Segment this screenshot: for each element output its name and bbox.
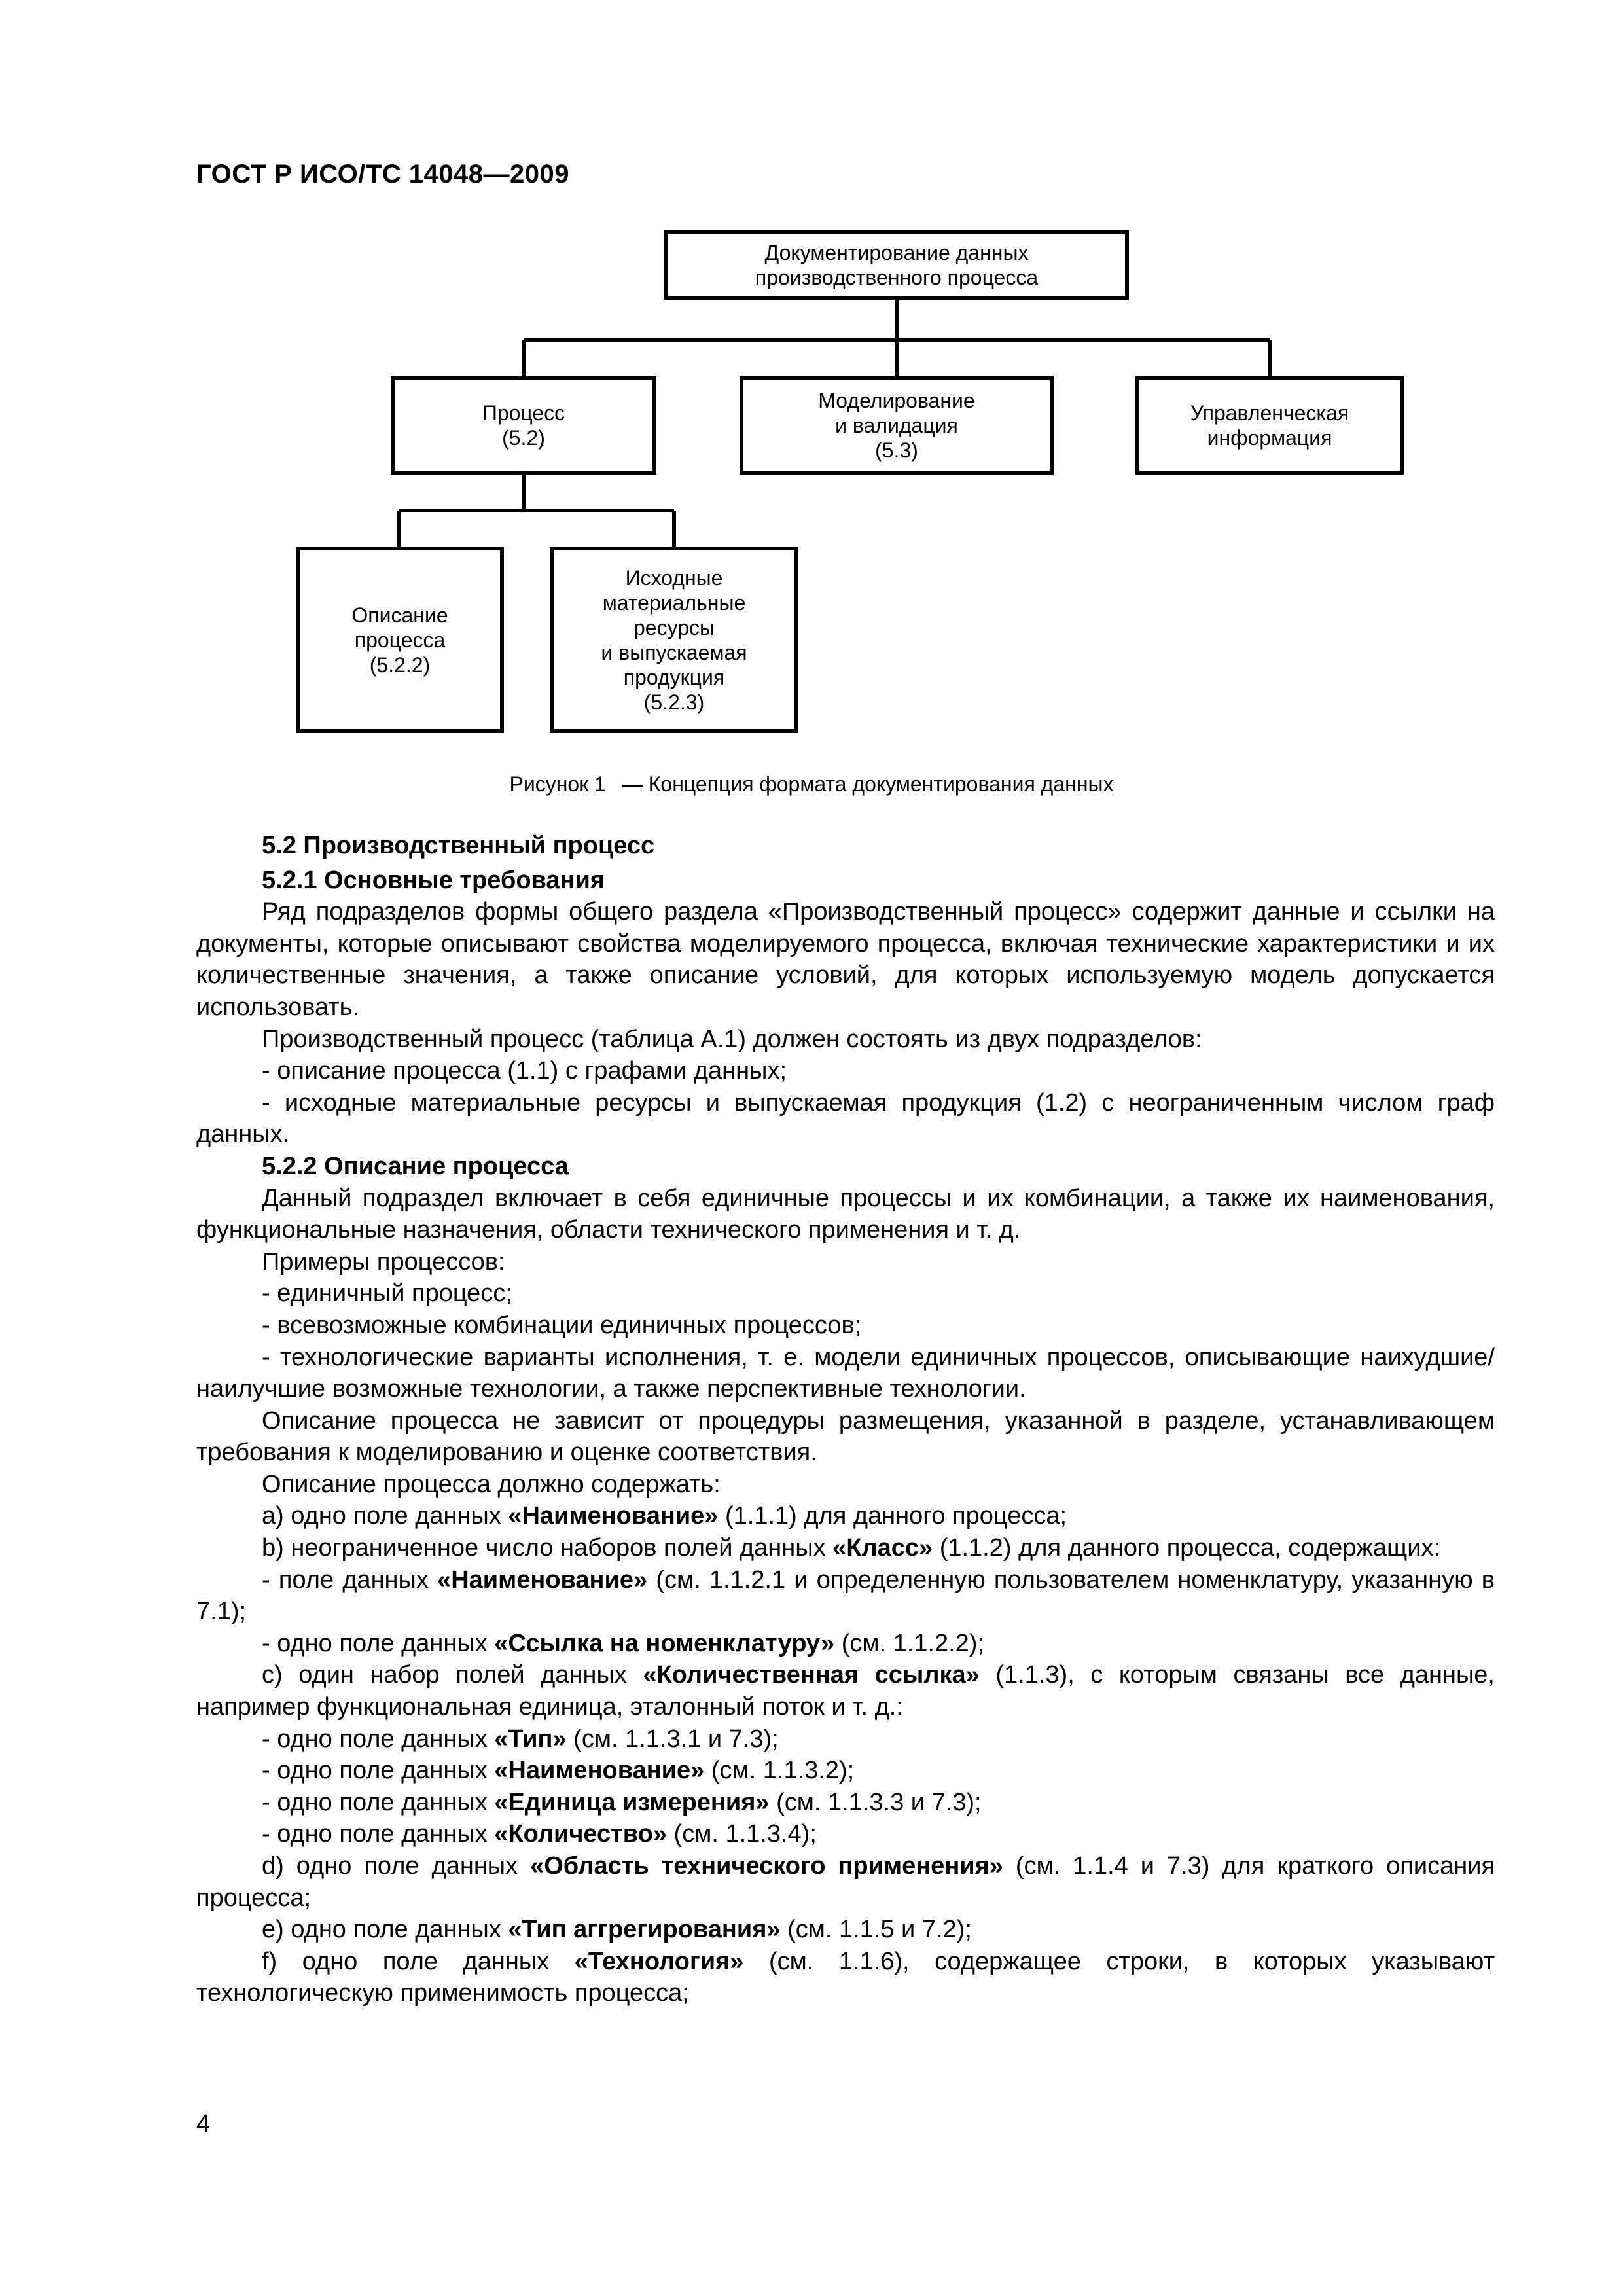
box-management-line-2: информация: [1207, 426, 1332, 450]
list-item-f: f) одно поле данных «Технология» (см. 1.1.6), содержащее строки, в которых указывают технологическую применимость процесса;: [196, 1947, 1495, 2007]
paragraph: Данный подраздел включает в себя единичные процессы и их комбинации, а также их наименования, функциональные назначения, области технического применения и т. д.: [196, 1184, 1495, 1244]
page-number: 4: [196, 2110, 211, 2138]
paragraph: Описание процесса должно содержать:: [262, 1470, 721, 1498]
list-item: - описание процесса (1.1) с графами данных;: [262, 1057, 787, 1085]
paragraph: Ряд подразделов формы общего раздела «Производственный процесс» содержит данные и ссылки на документы, которые описывают свойства моделируемого процесса, включая технические характеристики и их количественные значения, а также описание условий, для которых используемую модель допускается использовать.: [196, 898, 1495, 1021]
paragraph: Описание процесса не зависит от процедуры размещения, указанной в разделе, устанавливающем требования к моделированию и оценке соответствия.: [196, 1407, 1495, 1467]
box-modeling-line-3: (5.3): [875, 439, 918, 462]
list-item-a: a) одно поле данных «Наименование» (1.1.1) для данного процесса;: [262, 1502, 1067, 1530]
body-text: [196, 830, 1495, 2009]
box-description-line-3: (5.2.2): [369, 653, 431, 677]
diagram-box-process-description: [296, 547, 504, 733]
box-inputs-line-1: Исходные: [625, 565, 723, 590]
diagram-box-inputs-outputs: [550, 547, 798, 733]
list-subitem: - одно поле данных «Единица измерения» (см. 1.1.3.3 и 7.3);: [262, 1788, 982, 1816]
list-item: - всевозможные комбинации единичных процессов;: [262, 1311, 862, 1339]
section-5-2-2-title: 5.2.2 Описание процесса: [262, 1152, 569, 1180]
list-item: - единичный процесс;: [262, 1280, 512, 1308]
list-subitem: - поле данных «Наименование» (см. 1.1.2.1 и определенную пользователем номенклатуру, указанную в 7.1);: [196, 1566, 1495, 1626]
list-item-e: e) одно поле данных «Тип аггрегирования» (см. 1.1.5 и 7.2);: [262, 1916, 972, 1944]
figure-number: Рисунок 1: [509, 772, 606, 796]
list-item-c: c) один набор полей данных «Количественная ссылка» (1.1.3), с которым связаны все данные, например функциональная единица, эталонный поток и т. д.:: [196, 1661, 1495, 1721]
list-subitem: - одно поле данных «Наименование» (см. 1.1.3.2);: [262, 1757, 855, 1785]
box-inputs-line-5: продукция: [623, 665, 725, 689]
section-5-2-1-title: 5.2.1 Основные требования: [262, 866, 605, 894]
box-modeling-line-1: Моделирование: [818, 389, 975, 412]
box-process-line-1: Процесс: [482, 401, 565, 425]
box-process-line-2: (5.2): [502, 426, 545, 450]
list-item-b: b) неограниченное число наборов полей данных «Класс» (1.1.2) для данного процесса, содержащих:: [262, 1534, 1441, 1562]
figure-caption: [0, 772, 1623, 797]
paragraph: Примеры процессов:: [262, 1247, 505, 1276]
box-description-line-2: процесса: [354, 628, 446, 652]
box-description-line-1: Описание: [351, 603, 448, 627]
list-item-d: d) одно поле данных «Область технического применения» (см. 1.1.4 и 7.3) для краткого описания процесса;: [196, 1852, 1495, 1912]
list-subitem: - одно поле данных «Количество» (см. 1.1.3.4);: [262, 1820, 817, 1848]
box-modeling-line-2: и валидация: [835, 414, 958, 437]
list-item: - исходные материальные ресурсы и выпускаемая продукция (1.2) с неограниченным числом граф данных.: [196, 1088, 1495, 1149]
box-inputs-line-3: ресурсы: [633, 615, 715, 639]
list-subitem: - одно поле данных «Ссылка на номенклатуру» (см. 1.1.2.2);: [262, 1629, 985, 1657]
box-inputs-line-2: материальные: [602, 590, 746, 615]
diagram-box-management: [1135, 376, 1404, 475]
list-item: - технологические варианты исполнения, т. е. модели единичных процессов, описывающие наихудшие/наилучшие возможные технологии, а также перспективные технологии.: [196, 1343, 1495, 1403]
paragraph: Производственный процесс (таблица А.1) должен состоять из двух подразделов:: [262, 1025, 1202, 1053]
figure-title: — Концепция формата документирования данных: [621, 772, 1114, 796]
box-inputs-line-6: (5.2.3): [643, 690, 705, 714]
diagram-box-modeling: [740, 376, 1054, 475]
box-management-line-1: Управленческая: [1190, 401, 1349, 425]
diagram-box-process: [391, 376, 656, 475]
box-inputs-line-4: и выпускаемая: [601, 640, 747, 664]
section-5-2-title: 5.2 Производственный процесс: [262, 832, 655, 859]
box-root-line-2: производственного процесса: [755, 266, 1039, 289]
box-root-line-1: Документирование данных: [764, 241, 1029, 264]
document-header: ГОСТ Р ИСО/ТС 14048—2009: [196, 160, 570, 188]
diagram-box-root: [664, 230, 1129, 300]
list-subitem: - одно поле данных «Тип» (см. 1.1.3.1 и 7.3);: [262, 1725, 779, 1753]
